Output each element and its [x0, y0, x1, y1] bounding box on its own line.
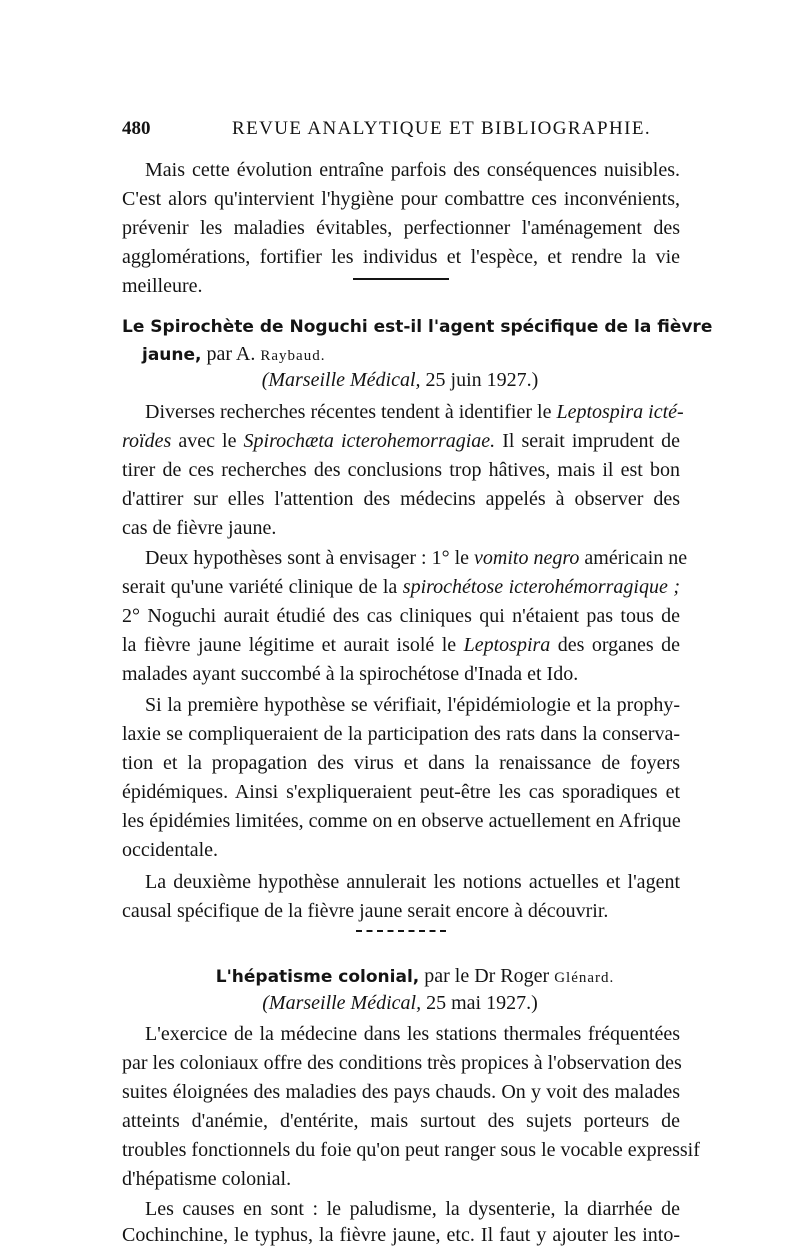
intro-line: agglomérations, fortifier les individus et l'espèce, et rendre la vie: [122, 246, 680, 268]
body-line: [122, 427, 680, 456]
intro-line: C'est alors qu'intervient l'hygiène pour combattre ces inconvénients,: [122, 188, 680, 210]
body-line: [122, 573, 680, 602]
intro-line: prévenir les maladies évitables, perfectionner l'aménagement des: [122, 217, 680, 239]
body-line: Les causes en sont : le paludisme, la dysenterie, la diarrhée de: [145, 1198, 680, 1220]
body-line: tion et la propagation des virus et dans la renaissance de foyers: [122, 752, 680, 774]
italic-term: spirochétose icterohémorragique ;: [402, 576, 680, 598]
text-run: Diverses recherches récentes tendent à identifier le: [145, 401, 552, 423]
article-source: [230, 366, 570, 395]
author-name: Raybaud.: [260, 348, 326, 364]
body-line: atteints d'anémie, d'entérite, mais surtout des sujets porteurs de: [122, 1110, 680, 1132]
article-source: [230, 989, 570, 1018]
source-journal: (Marseille Médical,: [261, 369, 421, 391]
text-run: Il serait imprudent de: [502, 430, 681, 452]
body-line: d'attirer sur elles l'attention des médecins appelés à observer des: [122, 488, 680, 510]
body-line: suites éloignées des maladies des pays chauds. On y voit des malades: [122, 1081, 680, 1103]
text-run: avec le: [178, 430, 237, 452]
italic-term: vomito negro: [474, 547, 580, 569]
body-line: L'exercice de la médecine dans les stations thermales fréquentées: [145, 1023, 680, 1045]
intro-line: Mais cette évolution entraîne parfois des conséquences nuisibles.: [145, 159, 680, 181]
body-line: tirer de ces recherches des conclusions trop hâtives, mais il est bon: [122, 459, 680, 481]
source-date: 25 juin 1927.): [425, 369, 539, 391]
text-run: des organes de: [557, 634, 681, 656]
body-line: les épidémies limitées, comme on en observe actuellement en Afrique: [122, 810, 681, 832]
body-line: d'hépatisme colonial.: [122, 1168, 292, 1190]
section-divider: [356, 930, 446, 932]
body-line: par les coloniaux offre des conditions très propices à l'observation des: [122, 1052, 682, 1074]
text-run: Deux hypothèses sont à envisager : 1° le: [145, 547, 470, 569]
body-line: laxie se compliqueraient de la participation des rats dans la conserva-: [122, 723, 680, 745]
body-line: [122, 631, 680, 660]
body-line: [145, 544, 688, 573]
text-run: serait qu'une variété clinique de la: [122, 576, 398, 598]
body-line: occidentale.: [122, 839, 219, 861]
body-line: malades ayant succombé à la spirochétose d'Inada et Ido.: [122, 663, 579, 685]
body-line: [145, 398, 684, 427]
text-run: la fièvre jaune légitime et aurait isolé le: [122, 634, 457, 656]
italic-term: roïdes: [122, 430, 172, 452]
intro-line: meilleure.: [122, 275, 203, 297]
body-line: causal spécifique de la fièvre jaune serait encore à découvrir.: [122, 900, 609, 922]
body-line: cas de fièvre jaune.: [122, 517, 277, 539]
running-head: REVUE ANALYTIQUE ET BIBLIOGRAPHIE.: [232, 118, 651, 139]
article-title-end: jaune,: [142, 345, 202, 365]
article-title: [122, 312, 713, 342]
body-line: Cochinchine, le typhus, la fièvre jaune, etc. Il faut y ajouter les into-: [122, 1224, 680, 1246]
page-header: [122, 118, 682, 148]
byline-prefix: par le Dr Roger: [424, 965, 550, 987]
byline-prefix: par A.: [206, 343, 256, 365]
body-line: 2° Noguchi aurait étudié des cas cliniques qui n'étaient pas tous de: [122, 605, 680, 627]
article-title-text: L'hépatisme colonial,: [215, 967, 420, 987]
body-line: épidémiques. Ainsi s'expliqueraient peut-être les cas sporadiques et: [122, 781, 680, 803]
body-line: troubles fonctionnels du foie qu'on peut ranger sous le vocable expressif: [122, 1139, 700, 1161]
section-divider: [353, 278, 449, 280]
text-run: américain ne: [584, 547, 688, 569]
italic-term: Leptospira: [463, 634, 551, 656]
page-number: 480: [122, 118, 151, 139]
source-date: 25 mai 1927.): [426, 992, 538, 1014]
article-title-text: Le Spirochète de Noguchi est-il l'agent spécifique de la fièvre: [122, 317, 713, 337]
body-line: Si la première hypothèse se vérifiait, l'épidémiologie et la prophy-: [145, 694, 680, 716]
italic-term: Leptospira icté-: [556, 401, 684, 423]
italic-term: Spirochæta icterohemorragiae.: [243, 430, 496, 452]
author-name: Glénard.: [554, 970, 615, 986]
body-line: La deuxième hypothèse annulerait les notions actuelles et l'agent: [145, 871, 680, 893]
source-journal: (Marseille Médical,: [262, 992, 422, 1014]
